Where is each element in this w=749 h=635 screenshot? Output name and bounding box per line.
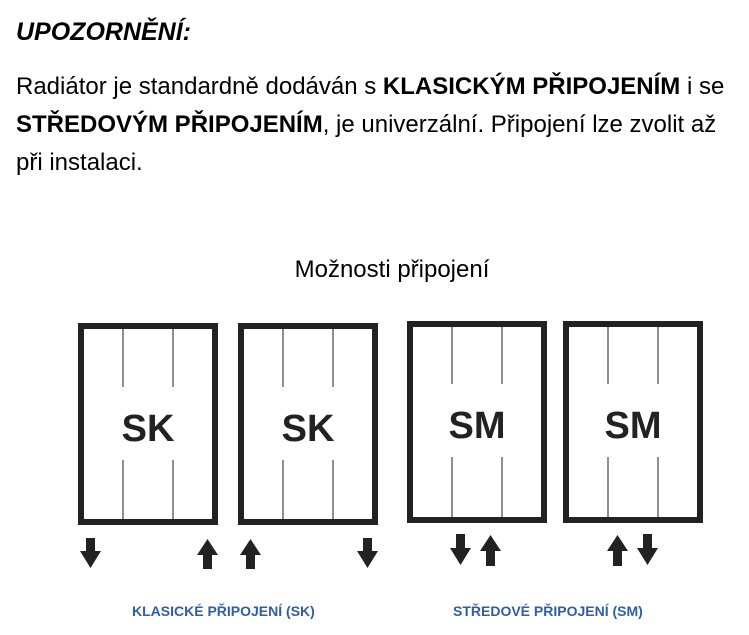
radiator-label: SK	[281, 408, 335, 450]
radiator-sk-2	[240, 326, 378, 569]
caption-center: STŘEDOVÉ PŘIPOJENÍ (SM)	[453, 603, 643, 619]
arrow-down-icon	[357, 538, 378, 568]
arrow-up-icon	[607, 535, 628, 566]
notice-bold-classic: KLASICKÝM PŘIPOJENÍM	[382, 73, 681, 100]
notice-part-2: i se	[680, 73, 725, 100]
arrow-up-icon	[480, 535, 501, 566]
radiator-label: SM	[604, 405, 662, 447]
arrow-up-icon	[197, 539, 218, 569]
arrow-down-icon	[80, 538, 101, 568]
radiator-label: SK	[121, 408, 175, 450]
radiator-sk-1	[80, 326, 218, 569]
arrow-down-icon	[637, 534, 658, 565]
arrow-up-icon	[240, 539, 261, 569]
connection-diagram	[0, 300, 749, 580]
notice-part-3: , je univerzální. Připojení lze zvolit až při instalaci.	[16, 111, 717, 176]
radiator-sm-1	[410, 324, 544, 566]
arrow-down-icon	[450, 534, 471, 565]
notice-part-1: Radiátor je standardně dodáván s	[16, 73, 383, 100]
notice-text	[16, 68, 741, 182]
radiator-label: SM	[448, 405, 506, 447]
caption-classic: KLASICKÉ PŘIPOJENÍ (SK)	[132, 603, 315, 619]
notice-bold-center: STŘEDOVÝM PŘIPOJENÍM	[16, 111, 323, 138]
diagram-title: Možnosti připojení	[294, 256, 490, 283]
radiator-sm-2	[566, 324, 700, 566]
warning-heading: UPOZORNĚNÍ:	[16, 18, 191, 46]
